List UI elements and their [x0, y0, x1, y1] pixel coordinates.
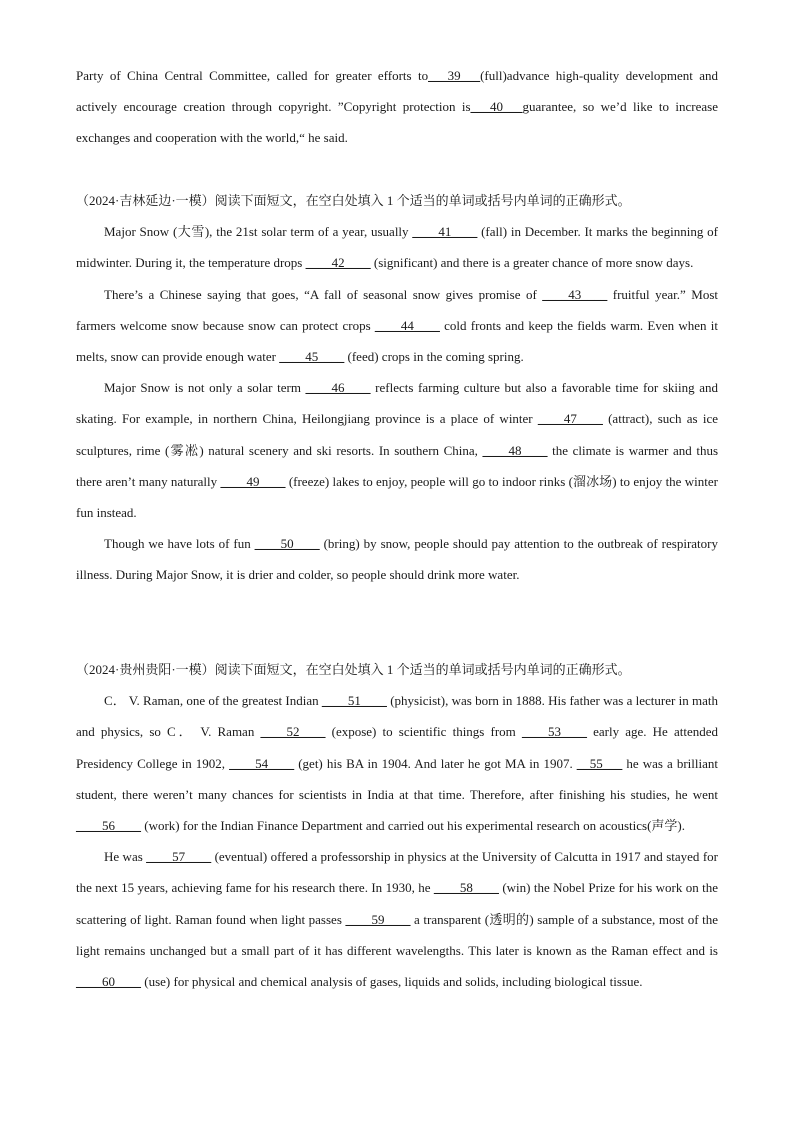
- blank-40[interactable]: ___40___: [470, 99, 523, 115]
- text-run: (full)advance high-quality development and actively encourage creation through copyright. ”Copyright protection is: [76, 68, 718, 115]
- paragraph: [76, 279, 718, 373]
- passage-major-snow: [76, 185, 718, 591]
- blank-55[interactable]: __55___: [576, 755, 623, 771]
- blank-51[interactable]: ____51____: [321, 693, 387, 709]
- blank-54[interactable]: ____54____: [229, 755, 295, 771]
- text-run: Major Snow (大雪), the 21st solar term of a year, usually: [104, 224, 413, 240]
- text-run: cold fronts and keep the fields warm. Even when it melts, snow can provide enough water: [76, 317, 718, 365]
- text-run: There’s a Chinese saying that goes, “A fall of seasonal snow gives promise of: [104, 286, 543, 302]
- text-run: (use) for physical and chemical analysis of gases, liquids and solids, including biological tissue.: [141, 974, 643, 990]
- blank-46[interactable]: ____46____: [305, 380, 371, 396]
- blank-42[interactable]: ____42____: [305, 255, 371, 271]
- text-run: Party of China Central Committee, called for greater efforts to: [76, 68, 429, 83]
- text-run: C． V. Raman, one of the greatest Indian: [104, 693, 322, 709]
- text-run: the climate is warmer and thus there aren’t many naturally: [76, 442, 719, 489]
- exercise-heading: （2024·贵州贵阳·一模）阅读下面短文，在空白处填入 1 个适当的单词或括号内单词的正确形式。: [76, 662, 631, 677]
- text-run: (get) his BA in 1904. And later he got MA in 1907.: [294, 755, 577, 771]
- text-run: early age. He attended Presidency College in 1902,: [76, 724, 718, 771]
- paragraph: [76, 841, 718, 997]
- blank-45[interactable]: ____45____: [279, 349, 345, 365]
- text-run: a transparent (透明的) sample of a substance, most of the light remains unchanged but a small part of it has different wavelengths. This later is known as the Raman effect and is: [76, 911, 718, 958]
- blank-41[interactable]: ____41____: [412, 224, 478, 240]
- text-run: (expose) to scientific things from: [325, 724, 522, 740]
- text-run: fruitful year.” Most farmers welcome snow because snow can protect crops: [76, 286, 718, 333]
- text-run: (win) the Nobel Prize for his work on the scattering of light. Raman found when light passes: [76, 880, 719, 927]
- text-run: he was a brilliant student, there weren’t many chances for scientists in India at that time. Therefore, after finishing his studies, he went: [76, 755, 718, 802]
- blank-47[interactable]: ____47____: [537, 411, 603, 427]
- passage-raman: [76, 654, 718, 997]
- passage-continued: [76, 60, 718, 154]
- blank-43[interactable]: ____43____: [542, 286, 608, 302]
- blank-59[interactable]: ____59____: [345, 911, 411, 927]
- blank-44[interactable]: ____44____: [374, 317, 440, 333]
- blank-49[interactable]: ____49____: [220, 473, 286, 489]
- blank-56[interactable]: ____56____: [76, 818, 141, 834]
- paragraph: [76, 685, 718, 841]
- text-run: Though we have lots of fun: [104, 536, 255, 552]
- blank-57[interactable]: ____57____: [146, 849, 212, 865]
- blank-50[interactable]: ____50____: [254, 536, 320, 552]
- text-run: (attract), such as ice sculptures, rime (雾凇) natural scenery and ski resorts. In southern China,: [76, 411, 718, 458]
- blank-52[interactable]: ____52____: [260, 724, 326, 740]
- paragraph: [76, 372, 718, 528]
- blank-60[interactable]: ____60____: [76, 974, 141, 990]
- paragraph: [76, 528, 718, 590]
- text-run: (eventual) offered a professorship in physics at the University of Calcutta in 1917 and stayed for the next 15 years, achieving fame for his research there. In 1930, he: [76, 849, 718, 896]
- text-run: (freeze) lakes to enjoy, people will go to indoor rinks (溜冰场) to enjoy the winter fun instead.: [76, 473, 718, 521]
- blank-58[interactable]: ____58____: [433, 880, 499, 896]
- text-run: Major Snow is not only a solar term: [104, 380, 306, 396]
- text-run: (physicist), was born in 1888. His father was a lecturer in math and physics, so C． V. Raman: [76, 693, 718, 740]
- paragraph: [76, 216, 718, 278]
- blank-48[interactable]: ____48____: [482, 442, 548, 458]
- text-run: (significant) and there is a greater chance of more snow days.: [370, 255, 694, 271]
- exercise-heading: （2024·吉林延边·一模）阅读下面短文，在空白处填入 1 个适当的单词或括号内单词的正确形式。: [76, 193, 631, 208]
- paragraph: [76, 60, 718, 154]
- blank-53[interactable]: ____53____: [521, 724, 587, 740]
- blank-39[interactable]: ___39___: [428, 68, 481, 83]
- text-run: He was: [104, 849, 147, 865]
- text-run: (work) for the Indian Finance Department and carried out his experimental research on acoustics(声学).: [141, 818, 685, 834]
- text-run: reflects farming culture but also a favorable time for skiing and skating. For example, in northern China, Heilongjiang province is a place of winter: [76, 380, 718, 427]
- text-run: (bring) by snow, people should pay attention to the outbreak of respiratory illness. During Major Snow, it is drier and colder, so people should drink more water.: [76, 536, 718, 583]
- text-run: (fall) in December. It marks the beginning of midwinter. During it, the temperature drops: [76, 224, 718, 271]
- text-run: (feed) crops in the coming spring.: [344, 349, 524, 365]
- text-run: guarantee, so we’d like to increase exchanges and cooperation with the world,“ he said.: [76, 99, 718, 146]
